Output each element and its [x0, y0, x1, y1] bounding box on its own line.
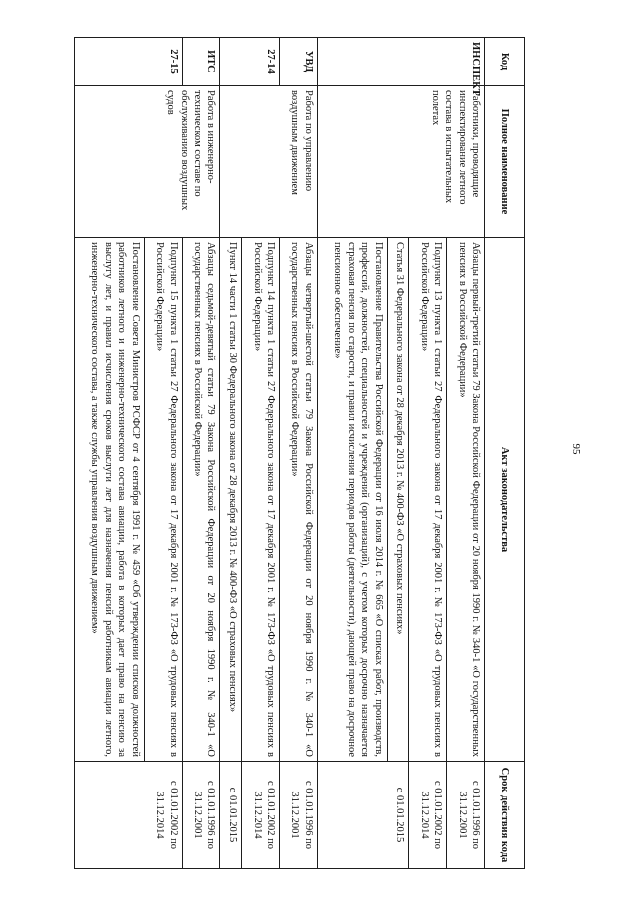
row-code: ИНСПЕКТ	[317, 38, 484, 86]
header-name: Полное наименование	[485, 86, 525, 238]
act-text: Подпункт 13 пункта 1 статьи 27 Федерального закона от 17 декабря 2001 г. № 173-ФЗ «О трудовых пенсиях в Российской Федерации»	[418, 242, 444, 757]
term-cell: с 01.01.1996 по 31.12.2001	[280, 762, 318, 869]
header-act: Акт законодательства	[485, 238, 525, 762]
act-cell	[387, 238, 409, 762]
term-cell: с 01.01.2002 по 31.12.2014	[75, 762, 183, 869]
row-code: УВД	[280, 38, 318, 86]
header-term: Срок действия кода	[485, 762, 525, 869]
row-code: 27-14	[220, 38, 280, 86]
act-text: Статья 31 Федерального закона от 28 декабря 2013 г. № 400-ФЗ «О страховых пенсиях»	[394, 242, 406, 635]
act-cell	[182, 238, 220, 762]
act-text: Подпункт 15 пункта 1 статьи 27 Федерального закона от 17 декабря 2001 г. № 173-ФЗ «О трудовых пенсиях в Российской Федерации»	[154, 242, 179, 757]
table-row	[447, 38, 485, 869]
term-cell: с 01.01.1996 по 31.12.2001	[447, 762, 485, 869]
table-header-row	[485, 38, 525, 869]
row-full-name: Работа в инженерно-техническом составе по обслуживанию воздушных судов	[75, 86, 220, 238]
act-text: Абзацы седьмой-девятый статьи 79 Закона Российской Федерации от 20 ноября 1990 г. № 340-1 «О государственных пенсиях в Российской Федерации»	[191, 242, 217, 757]
row-full-name: Работники, проводящие инспектирование летного состава в испытательных полетах	[317, 86, 484, 238]
act-cell	[317, 238, 387, 762]
table-row	[182, 38, 220, 869]
act-text: Постановление Правительства Российской Федерации от 16 июля 2014 г. № 665 «О списках работ, производств, профессий, должностей, специальностей и учреждений (организаций), с учетом которых досрочно назначается страховая пенсия по старости, и правил исчисления периодов работы (деятельности), дающей право на досрочное пенсионное обеспечение»	[332, 242, 384, 757]
act-cell	[242, 238, 280, 762]
term-cell: с 01.01.2015	[317, 762, 409, 869]
act-cell	[144, 238, 182, 762]
act-cell	[280, 238, 318, 762]
legislation-table	[74, 37, 525, 868]
act-text: Подпункт 14 пункта 1 статьи 27 Федерального закона от 17 декабря 2001 г. № 173-ФЗ «О трудовых пенсиях в Российской Федерации»	[251, 242, 277, 757]
row-code: 27-15	[75, 38, 183, 86]
act-text: Постановление Совета Министров РСФСР от 4 сентября 1991 г. № 459 «Об утверждении списков должностей работников летного и инженерно-технического состава авиации, работа в которых дает право на пенсию за выслугу лет, и правил исчисления сроков выслуги лет для назначения пенсий работникам авиации летного, инженерно-технического состава, а также службы управления воздушным движением»	[89, 242, 141, 757]
term-cell: с 01.01.2015	[220, 762, 242, 869]
table-row	[280, 38, 318, 869]
act-text: Пункт 14 части 1 статьи 30 Федерального закона от 28 декабря 2013 г. № 400-ФЗ «О страховых пенсиях»	[227, 242, 239, 713]
page-number: 95	[570, 443, 582, 455]
row-code: ИТС	[182, 38, 220, 86]
term-cell: с 01.01.2002 по 31.12.2014	[409, 762, 447, 869]
act-cell	[447, 238, 485, 762]
row-full-name: Работа по управлению воздушным движением	[220, 86, 317, 238]
act-cell	[220, 238, 242, 762]
act-cell	[409, 238, 447, 762]
act-text: Абзацы первый-третий статьи 79 Закона Российской Федерации от 20 ноября 1990 г. № 340-1 «О государственных пенсиях в Российской Федерации»	[456, 242, 481, 757]
act-text: Абзацы четвертый-шестой статьи 79 Закона Российской Федерации от 20 ноября 1990 г. № 340-1 «О государственных пенсиях в Российской Федерации»	[289, 242, 314, 757]
act-cell	[75, 238, 145, 762]
term-cell: с 01.01.1996 по 31.12.2001	[182, 762, 220, 869]
header-code: Код	[485, 38, 525, 86]
term-cell: с 01.01.2002 по 31.12.2014	[242, 762, 280, 869]
